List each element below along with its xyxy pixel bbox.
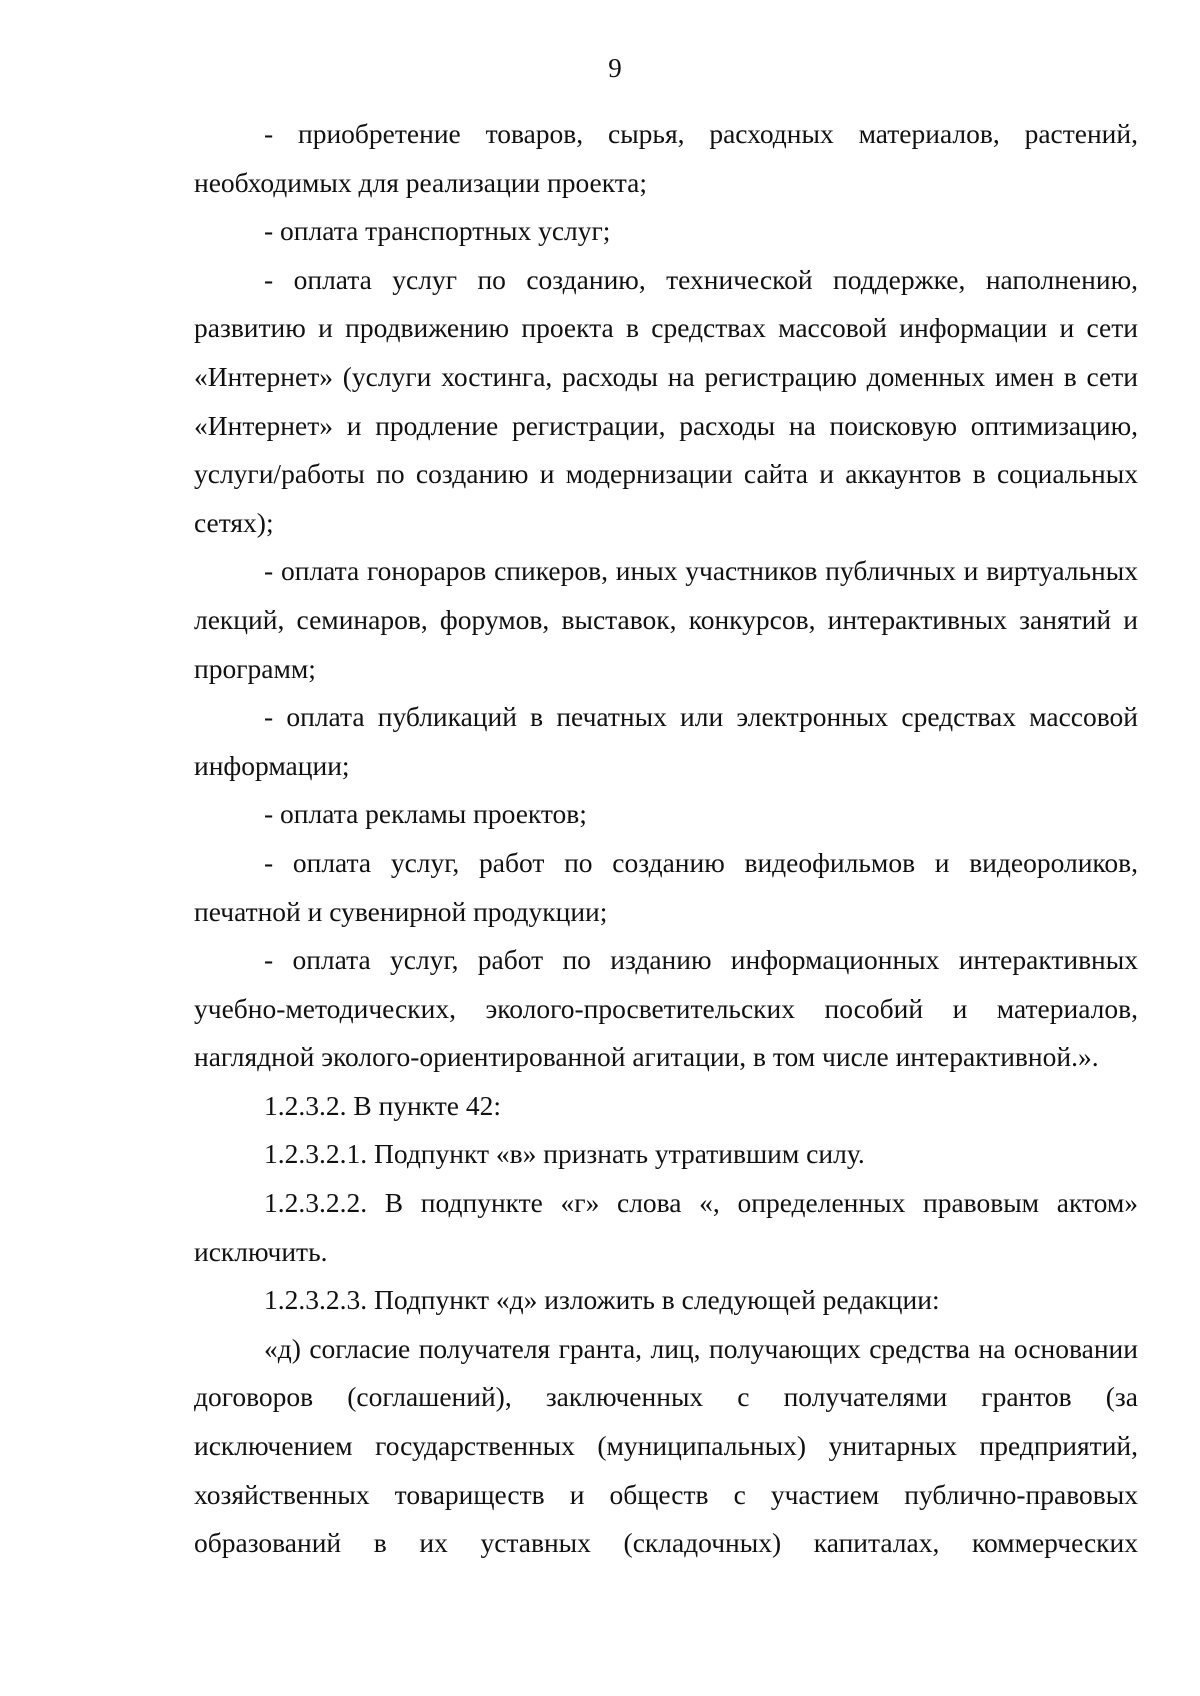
paragraph-clause-1-2-3-2-3: 1.2.3.2.3. Подпункт «д» изложить в следующей редакции: [264,1284,940,1316]
paragraph-clause-1-2-3-2-2: 1.2.3.2.2. В подпункте «г» слова «, определенных правовым актом» исключить. [194,1187,1138,1267]
paragraph-clause-1-2-3-2-1: 1.2.3.2.1. Подпункт «в» признать утратившим силу. [264,1138,865,1170]
document-body [194,110,1138,1568]
paragraph-video-production: - оплата услуг, работ по созданию видеофильмов и видеороликов, печатной и сувенирной продукции; [194,846,1138,927]
paragraph-clause-1-2-3-2: 1.2.3.2. В пункте 42: [264,1089,502,1121]
paragraph-educational-materials: - оплата услуг, работ по изданию информационных интерактивных учебно-методических, эколого-просветительских пособий и материалов, наглядной эколого-ориентированной агитации, в том числе интерактивной.». [194,944,1138,1073]
paragraph-project-advertising: - оплата рекламы проектов; [264,798,587,830]
paragraph-transport-services: - оплата транспортных услуг; [264,215,611,247]
paragraph-purchase-goods: - приобретение товаров, сырья, расходных материалов, растений, необходимых для реализации проекта; [194,118,1138,198]
paragraph-subclause-d: «д) согласие получателя гранта, лиц, получающих средства на основании договоров (соглашений), заключенных с получателями грантов (за исключением государственных (муниципальных) унитарных предприятий, хозяйственных товариществ и обществ с участием публично-правовых образований в их уставных (складочных) капиталах, коммерческих [194,1332,1138,1559]
paragraph-media-publications: - оплата публикаций в печатных или электронных средствах массовой информации; [194,701,1138,781]
paragraph-speaker-fees: - оплата гонораров спикеров, иных участников публичных и виртуальных лекций, семинаров, форумов, выставок, конкурсов, интерактивных занятий и программ; [194,555,1138,684]
paragraph-internet-services: - оплата услуг по созданию, технической поддержке, наполнению, развитию и продвижению проекта в средствах массовой информации и сети «Интернет» (услуги хостинга, расходы на регистрацию доменных имен в сети «Интернет» и продление регистрации, расходы на поисковую оптимизацию, услуги/работы по созданию и модернизации сайта и аккаунтов в социальных сетях); [194,263,1138,538]
page-number: 9 [608,53,622,83]
